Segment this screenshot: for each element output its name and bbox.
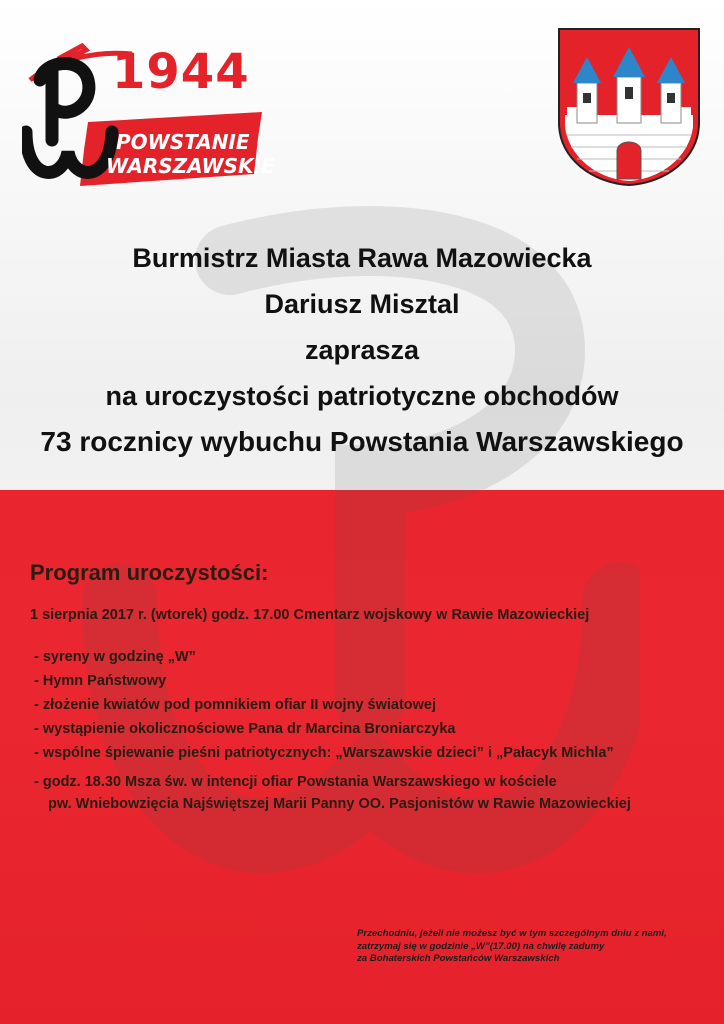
program-item-anthem: - Hymn Państwowy [34, 673, 167, 689]
program-date-line: 1 sierpnia 2017 r. (wtorek) godz. 17.00 Cmentarz wojskowy w Rawie Mazowieckiej [30, 607, 590, 623]
powstanie-warszawskie-logo [22, 40, 275, 190]
program-item-speech: - wystąpienie okolicznościowe Pana dr Marcina Broniarczyka [34, 721, 456, 737]
program-list [34, 645, 714, 815]
program-item-songs: - wspólne śpiewanie pieśni patriotycznych: „Warszawskie dzieci” i „Pałacyk Michla” [34, 745, 614, 761]
footnote-line-3: za Bohaterskich Powstańców Warszawskich [357, 953, 560, 964]
title-mayor-name: Dariusz Misztal [264, 289, 460, 319]
program-heading: Program uroczystości: [30, 560, 269, 585]
program-item-sirens: - syreny w godzinę „W” [34, 649, 196, 665]
logo-line-powstanie: POWSTANIE [116, 130, 250, 154]
program-item-mass [34, 771, 714, 815]
footnote-remembrance [357, 928, 717, 966]
logo-year: 1944 [112, 44, 250, 100]
footnote-line-1: Przechodniu, jeżeli nie możesz być w tym szczególnym dniu z nami, [357, 928, 667, 939]
program-mass-line-2: pw. Wniebowzięcia Najświętszej Marii Panny OO. Pasjonistów w Rawie Mazowieckiej [48, 796, 631, 812]
rawa-mazowiecka-coat-of-arms [557, 27, 701, 187]
program-mass-line-1: - godz. 18.30 Msza św. w intencji ofiar Powstania Warszawskiego w kościele [34, 774, 557, 790]
title-anniversary: 73 rocznicy wybuchu Powstania Warszawskiego [40, 426, 684, 457]
logo-line-warszawskie: WARSZAWSKIE [106, 154, 275, 178]
title-mayor: Burmistrz Miasta Rawa Mazowiecka [132, 243, 592, 273]
title-ceremony: na uroczystości patriotyczne obchodów [105, 381, 619, 411]
title-invites: zaprasza [304, 335, 420, 365]
footnote-line-2: zatrzymaj się w godzinie „W”(17.00) na chwilę zadumy [357, 940, 605, 952]
invitation-title [0, 235, 724, 465]
program-item-flowers: - złożenie kwiatów pod pomnikiem ofiar II wojny światowej [34, 697, 437, 713]
